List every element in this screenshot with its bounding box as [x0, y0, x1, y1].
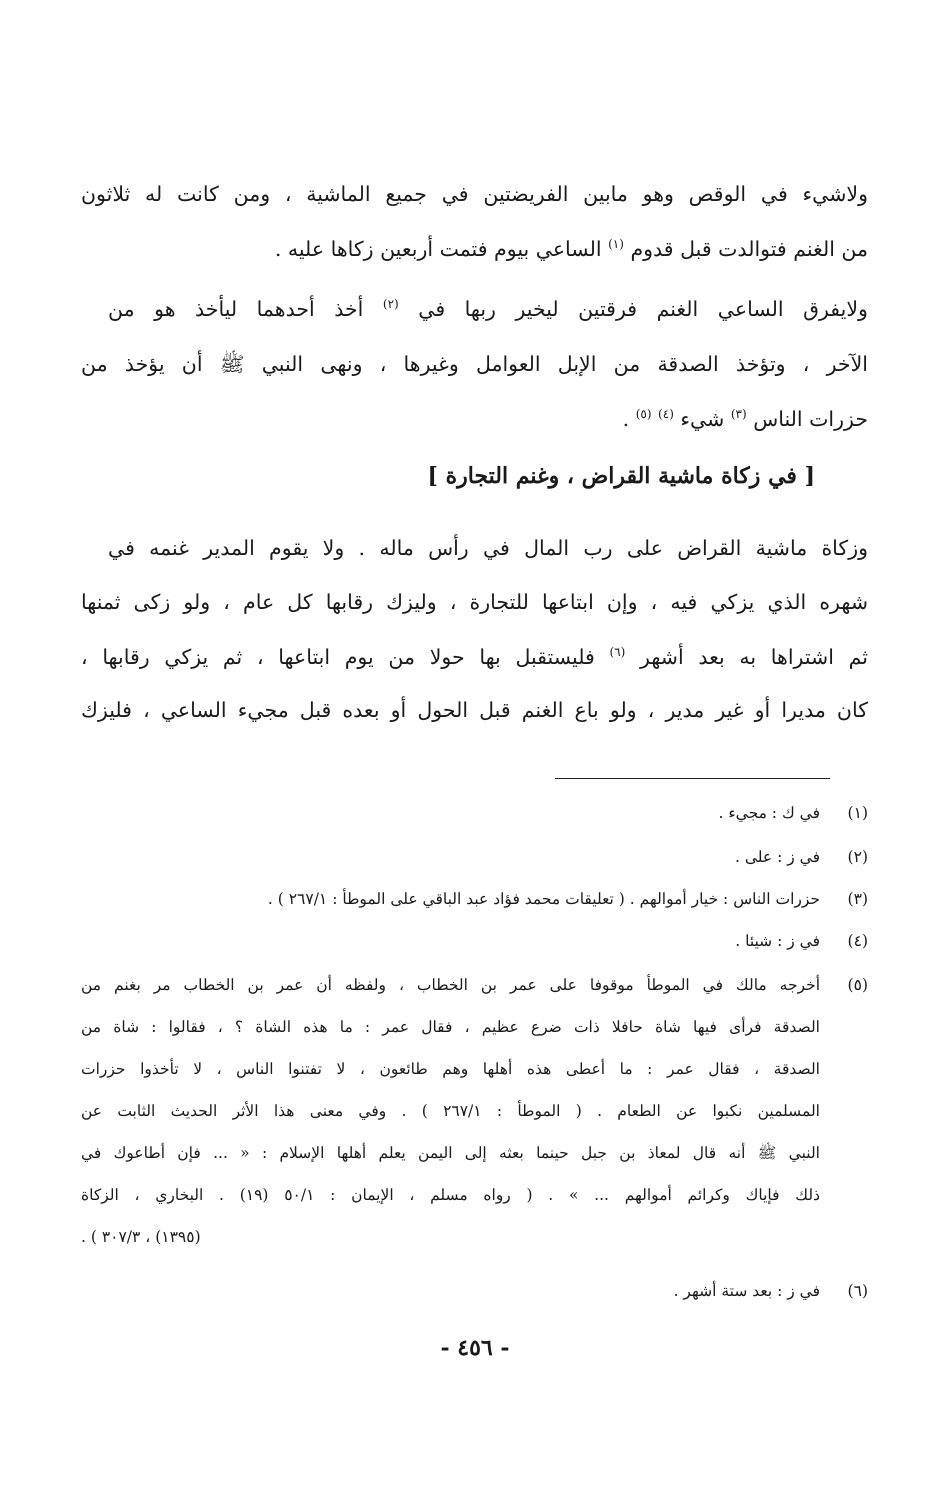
- footnote-5-line-7: (١٣٩٥) ، ٣٠٧/٣ ) .: [81, 1228, 201, 1246]
- footnote-6: (٦)في ز : بعد ستة أشهر .: [673, 1282, 868, 1300]
- body-line-1: ولاشيء في الوقص وهو مابين الفريضتين في جميع الماشية ، ومن كانت له ثلاثون: [81, 182, 868, 206]
- footnote-5-line-3: الصدقة ، فقال عمر : ما أعطى هذه أهلها وهم طائعون ، لا تفتنوا الناس ، لا تأخذوا حزرات: [81, 1060, 820, 1078]
- footnote-1: (١)في ك : مجيء .: [718, 804, 868, 822]
- footnote-ref-4: (٤): [658, 407, 674, 421]
- footnote-5-line-5: النبي ﷺ أنه قال لمعاذ بن جبل حينما بعثه إلى اليمن يعلم أهلها الإسلام : « ... فإن أطاعوك في: [81, 1144, 820, 1162]
- body-line-5: حزرات الناس $^{(٣)}$ شيء $^{(٤)}$ $^{(٥)}$ .: [622, 406, 868, 431]
- footnote-ref-6: (٦): [609, 645, 626, 659]
- body-line-9: كان مديرا أو غير مدير ، ولو باع الغنم قبل الحول أو بعده قبل مجيء الساعي ، فليزك: [81, 698, 868, 722]
- footnote-5-line-4: المسلمين نكبوا عن الطعام . ( الموطأ : ٢٦٧/١ ) . وفي معنى هذا الأثر الحديث الثابت عن: [81, 1102, 820, 1120]
- body-line-3: ولايفرق الساعي الغنم فرقتين ليخير ربها في $^{(٢)}$ أخذ أحدهما ليأخذ هو من: [108, 296, 868, 321]
- body-line-4: الآخر ، وتؤخذ الصدقة من الإبل العوامل وغيرها ، ونهى النبي ﷺ أن يؤخذ من: [81, 352, 868, 376]
- footnote-ref-3: (٣): [730, 407, 747, 421]
- footnote-5: (٥)أخرجه مالك في الموطأ موقوفا على عمر بن الخطاب ، ولفظه أن عمر بن الخطاب مر بغنم من: [81, 976, 868, 994]
- body-line-7: شهره الذي يزكي فيه ، وإن ابتاعها للتجارة ، وليزك رقابها كل عام ، ولو زكى ثمنها: [81, 590, 868, 614]
- body-line-2: من الغنم فتوالدت قبل قدوم $^{(١)}$ الساعي بيوم فتمت أربعين زكاها عليه .: [274, 236, 868, 261]
- footnote-ref-2: (٢): [382, 297, 399, 311]
- footnote-ref-5: (٥): [635, 407, 652, 421]
- body-line-6: وزكاة ماشية القراض على رب المال في رأس ماله . ولا يقوم المدير غنمه في: [108, 536, 868, 560]
- footnote-2: (٢)في ز : على .: [735, 848, 868, 866]
- footnote-4: (٤)في ز : شيئا .: [735, 932, 868, 950]
- section-heading: [ في زكاة ماشية القراض ، وغنم التجارة ]: [427, 463, 815, 489]
- page-number: - ٤٥٦ -: [440, 1335, 510, 1361]
- body-line-8: ثم اشتراها به بعد أشهر $^{(٦)}$ فليستقبل بها حولا من يوم ابتاعها ، ثم يزكي رقابها ،: [81, 644, 868, 669]
- footnote-separator: [555, 778, 830, 779]
- footnote-3: (٣)حزرات الناس : خيار أموالهم . ( تعليقات محمد فؤاد عبد الباقي على الموطأ : ٢٦٧/١ ) .: [267, 890, 868, 908]
- footnote-5-line-2: الصدقة فرأى فيها شاة حافلا ذات ضرع عظيم ، فقال عمر : ما هذه الشاة ؟ ، فقالوا : شاة من: [81, 1018, 820, 1036]
- footnote-ref-1: (١): [608, 237, 624, 251]
- footnote-5-line-6: ذلك فإياك وكرائم أموالهم ... » . ( رواه مسلم ، الإيمان : ٥٠/١ (١٩) . البخاري ، الزكاة: [81, 1186, 820, 1204]
